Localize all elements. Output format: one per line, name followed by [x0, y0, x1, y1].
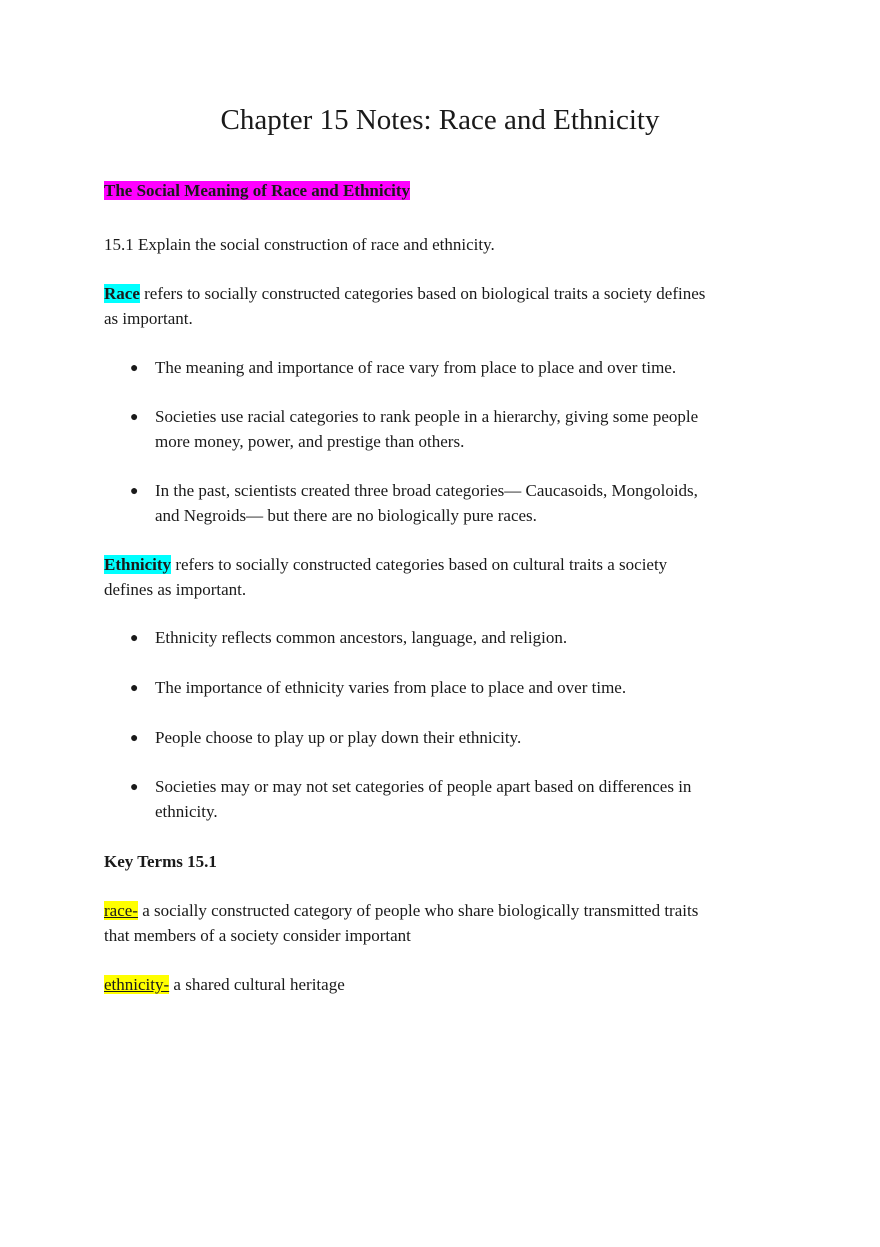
ethnicity-definition-line-1	[104, 553, 784, 578]
section-heading-text: The Social Meaning of Race and Ethnicity	[104, 181, 411, 200]
bullet-icon: ●	[130, 410, 139, 425]
race-bullet-3-line-2: and Negroids— but there are no biologically pure races.	[155, 506, 537, 525]
key-terms-heading: Key Terms 15.1	[104, 852, 217, 871]
race-term: Race	[104, 284, 140, 303]
race-bullet-3-line-1: In the past, scientists created three broad categories— Caucasoids, Mongoloids,	[155, 481, 698, 500]
learning-objective: 15.1 Explain the social construction of race and ethnicity.	[104, 235, 495, 254]
race-bullet-2-line-2: more money, power, and prestige than others.	[155, 432, 465, 451]
ethnicity-definition-line-2: defines as important.	[104, 580, 247, 599]
key-term-ethnicity-line	[104, 973, 784, 998]
race-definition-text: refers to socially constructed categories based on biological traits a society defines	[139, 284, 706, 303]
key-term-ethnicity: ethnicity-	[104, 975, 170, 994]
bullet-icon: ●	[130, 631, 139, 646]
race-bullet-2-line-1: Societies use racial categories to rank people in a hierarchy, giving some people	[155, 407, 699, 426]
key-term-ethnicity-definition: a shared cultural heritage	[169, 975, 345, 994]
page-title: Chapter 15 Notes: Race and Ethnicity	[220, 104, 660, 136]
ethnicity-bullet-4-line-1: Societies may or may not set categories of people apart based on differences in	[155, 777, 692, 796]
ethnicity-bullet-3: People choose to play up or play down their ethnicity.	[155, 728, 522, 747]
ethnicity-definition-text: refers to socially constructed categories based on cultural traits a society	[171, 555, 668, 574]
key-term-race: race-	[104, 901, 138, 920]
key-term-race-line-2: that members of a society consider important	[104, 926, 411, 945]
race-definition-line-2: as important.	[104, 309, 193, 328]
bullet-icon: ●	[130, 681, 139, 696]
section-heading	[104, 179, 784, 204]
ethnicity-bullet-2: The importance of ethnicity varies from place to place and over time.	[155, 678, 627, 697]
ethnicity-term: Ethnicity	[104, 555, 172, 574]
ethnicity-bullet-1: Ethnicity reflects common ancestors, language, and religion.	[155, 628, 568, 647]
bullet-icon: ●	[130, 731, 139, 746]
bullet-icon: ●	[130, 484, 139, 499]
race-definition-line-1	[104, 282, 784, 307]
bullet-icon: ●	[130, 780, 139, 795]
key-term-race-line-1	[104, 899, 784, 924]
ethnicity-bullet-4-line-2: ethnicity.	[155, 802, 218, 821]
key-term-race-definition: a socially constructed category of people who share biologically transmitted traits	[137, 901, 699, 920]
race-bullet-1: The meaning and importance of race vary from place to place and over time.	[155, 358, 677, 377]
bullet-icon: ●	[130, 361, 139, 376]
